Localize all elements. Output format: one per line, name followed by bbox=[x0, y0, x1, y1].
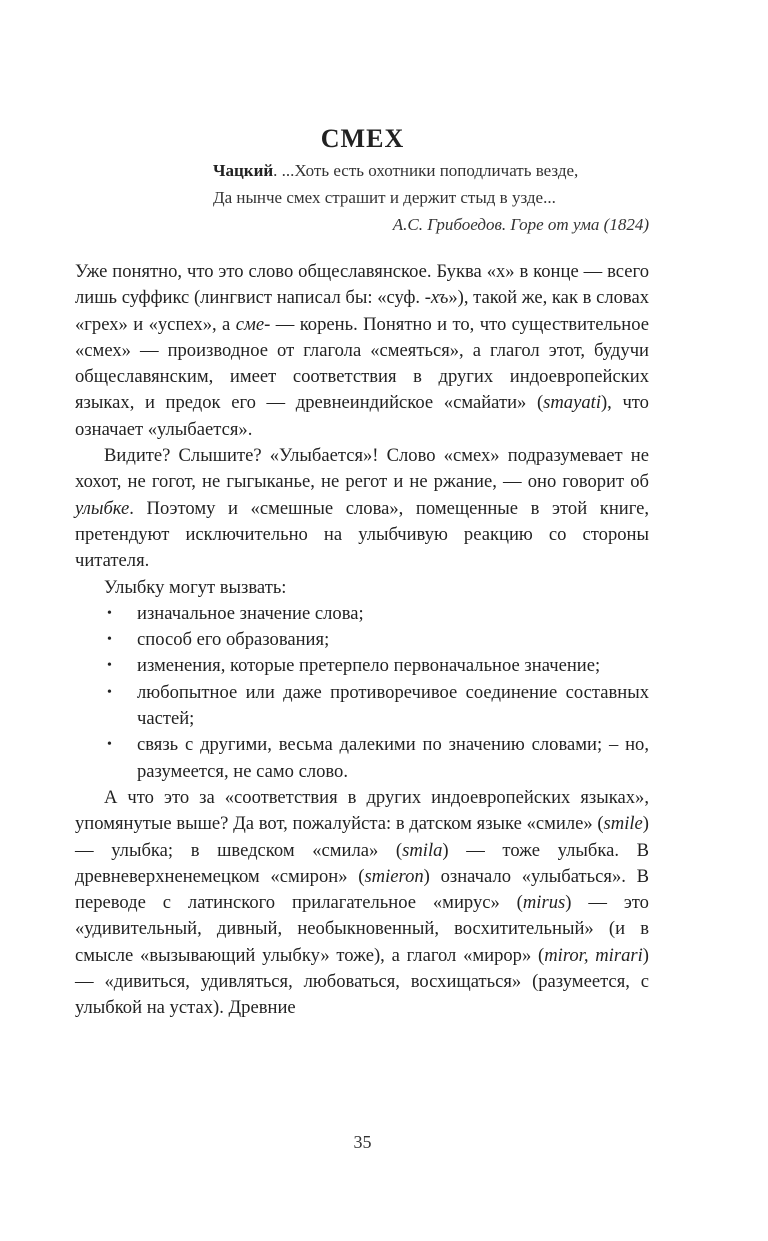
italic-text: хъ bbox=[430, 287, 449, 309]
bullet-icon: • bbox=[107, 605, 112, 621]
paragraph-3: Улыбку могут вызвать: bbox=[104, 576, 287, 598]
italic-text: сме- bbox=[235, 313, 271, 335]
epigraph-source: А.С. Грибоедов. Горе от ума (1824) bbox=[392, 215, 649, 234]
epigraph-line-1-text: . ...Хоть есть охотники поподличать везде, bbox=[273, 161, 579, 180]
list-item-text: связь с другими, весьма далекими по значению словами; – но, разумеется, не само слово. bbox=[137, 734, 649, 782]
text: »), такой же, как в словах «грех» и «успех», а bbox=[75, 287, 649, 335]
list-item-text: любопытное или даже противоречивое соединение составных частей; bbox=[137, 681, 649, 730]
book-page bbox=[75, 0, 650, 1241]
text: ) — улыбка; в шведском «смила» ( bbox=[75, 813, 649, 861]
bullet-icon: • bbox=[107, 632, 112, 648]
list-item bbox=[75, 653, 649, 679]
bullet-icon: • bbox=[107, 658, 112, 674]
italic-text: smieron bbox=[364, 865, 424, 887]
epigraph bbox=[75, 157, 649, 238]
list-item bbox=[75, 601, 649, 627]
chapter-title: СМЕХ bbox=[320, 124, 405, 153]
page-number: 35 bbox=[353, 1132, 372, 1152]
epigraph-line-2: Да нынче смех страшит и держит стыд в узде... bbox=[213, 188, 556, 207]
italic-text: smile bbox=[603, 813, 643, 835]
text: — корень. Понятно и то, что существительное «смех» — производное от глагола «смеяться», а глагол этот, будучи общеславянским, имеет соответствия в других индоевропейских языках, и предок его — древнеиндийское «смайати» ( bbox=[75, 313, 649, 414]
list-item-text: способ его образования; bbox=[137, 629, 330, 651]
bullet-icon: • bbox=[107, 684, 112, 700]
list-item bbox=[75, 627, 649, 653]
text: ), что означает «улыбается». bbox=[75, 392, 649, 440]
text: ) — тоже улыбка. В древневерхненемецком «смирон» ( bbox=[75, 839, 649, 887]
text: Видите? Слышите? «Улыбается»! Слово «смех» подразумевает не хохот, не гогот, не гыгыканье, не регот и не ржание, — оно говорит об bbox=[75, 445, 649, 493]
bullet-icon: • bbox=[107, 737, 112, 753]
text: Уже понятно, что это слово общеславянское. Буква «х» в конце — всего лишь суффикс (лингвист написал бы: «суф. - bbox=[75, 261, 649, 309]
italic-text: улыбке bbox=[75, 497, 130, 519]
epigraph-line-1 bbox=[75, 157, 649, 184]
paragraph-2 bbox=[75, 443, 649, 574]
italic-text: miror, mirari bbox=[544, 944, 643, 966]
list-item bbox=[75, 732, 649, 785]
italic-text: mirus bbox=[522, 892, 566, 914]
list-item-text: изменения, которые претерпело первоначальное значение; bbox=[137, 655, 601, 677]
epigraph-speaker: Чацкий bbox=[213, 161, 274, 180]
body-text bbox=[75, 259, 649, 1022]
bullet-list bbox=[75, 601, 649, 785]
text: ) означало «улыбаться». В переводе с латинского прилагательное «мирус» ( bbox=[75, 865, 650, 914]
italic-text: smila bbox=[402, 839, 443, 861]
text: ) — это «удивительный, дивный, необыкновенный, восхитительный» (и в смысле «вызывающий улыбку» тоже), а глагол «мирор» ( bbox=[75, 892, 649, 966]
text: А что это за «соответствия в других индоевропейских языках», упомянутые выше? Да вот, пожалуйста: в датском языке «смиле» ( bbox=[75, 786, 649, 835]
paragraph-1 bbox=[75, 259, 649, 443]
text: ) — «дивиться, удивляться, любоваться, восхищаться» (разумеется, с улыбкой на устах). Древние bbox=[75, 944, 649, 1019]
list-item bbox=[75, 680, 649, 733]
paragraph-4 bbox=[75, 785, 649, 1022]
text: . Поэтому и «смешные слова», помещенные в этой книге, претендуют исключительно на улыбчивую реакцию со стороны читателя. bbox=[75, 497, 649, 572]
italic-text: smayati bbox=[543, 392, 601, 414]
list-item-text: изначальное значение слова; bbox=[137, 602, 364, 624]
